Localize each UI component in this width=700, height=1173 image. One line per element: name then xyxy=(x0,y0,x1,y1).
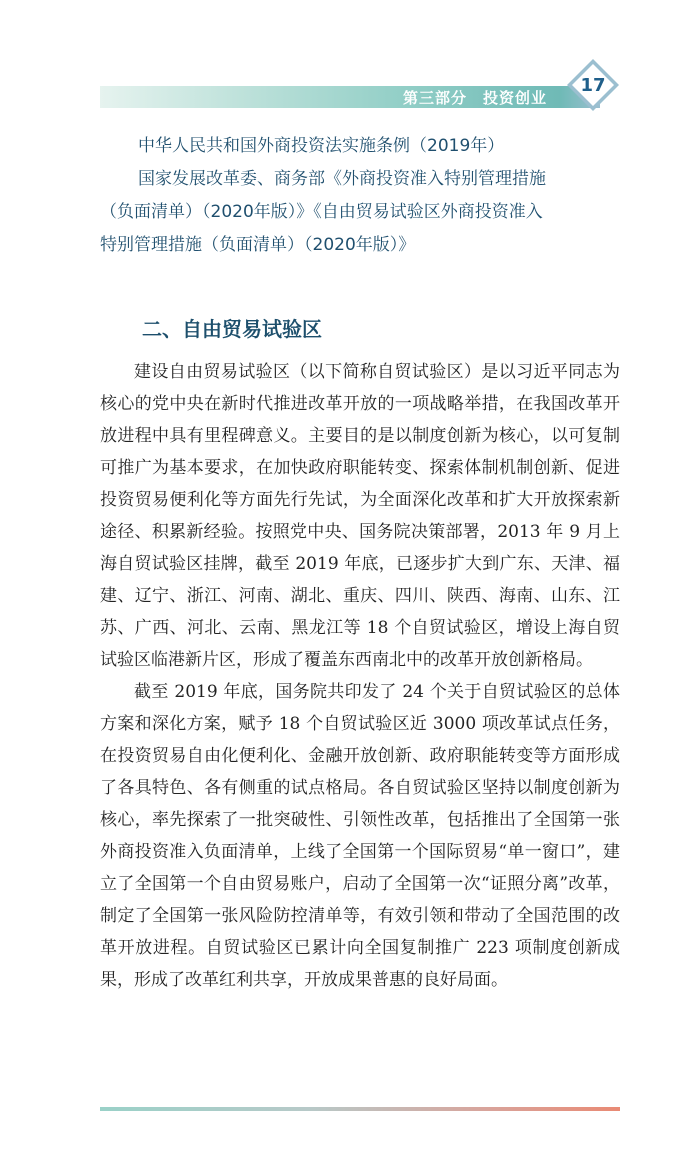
law-reference-line: 中华人民共和国外商投资法实施条例（2019年） xyxy=(138,136,505,156)
law-references xyxy=(100,130,620,262)
law-reference-line: （负面清单）（2020年版）》《自由贸易试验区外商投资准入 xyxy=(100,202,543,222)
law-reference-line: 国家发展改革委、商务部《外商投资准入特别管理措施 xyxy=(138,169,546,189)
section-title: 二、自由贸易试验区 xyxy=(142,317,322,341)
law-reference-line: 特别管理措施（负面清单）（2020年版）》 xyxy=(100,235,416,255)
footer-band xyxy=(100,1107,620,1111)
section-label: 第三部分 投资创业 xyxy=(402,88,547,107)
page-number: 17 xyxy=(580,74,606,96)
body-text xyxy=(100,356,620,996)
paragraph: 截至 2019 年底，国务院共印发了 24 个关于自贸试验区的总体方案和深化方案，赋予 18 个自贸试验区近 3000 项改革试点任务，在投资贸易自由化便利化、金融开放创新、政府职能转变等方面形成了各具特色、各有侧重的试点格局。各自贸试验区坚持以制度创新为核心，率先探索了一批突破性、引领性改革，包括推出了全国第一张外商投资准入负面清单，上线了全国第一个国际贸易“单一窗口”，建立了全国第一个自由贸易账户，启动了全国第一次“证照分离”改革，制定了全国第一张风险防控清单等，有效引领和带动了全国范围的改革开放进程。自贸试验区已累计向全国复制推广 223 项制度创新成果，形成了改革红利共享，开放成果普惠的良好局面。 xyxy=(100,682,620,990)
paragraph: 建设自由贸易试验区（以下简称自贸试验区）是以习近平同志为核心的党中央在新时代推进改革开放的一项战略举措，在我国改革开放进程中具有里程碑意义。主要目的是以制度创新为核心，以可复制可推广为基本要求，在加快政府职能转变、探索体制机制创新、促进投资贸易便利化等方面先行先试，为全面深化改革和扩大开放探索新途径、积累新经验。按照党中央、国务院决策部署，2013 年 9 月上海自贸试验区挂牌，截至 2019 年底，已逐步扩大到广东、天津、福建、辽宁、浙江、河南、湖北、重庆、四川、陕西、海南、山东、江苏、广西、河北、云南、黑龙江等 18 个自贸试验区，增设上海自贸试验区临港新片区，形成了覆盖东西南北中的改革开放创新格局。 xyxy=(100,362,620,670)
